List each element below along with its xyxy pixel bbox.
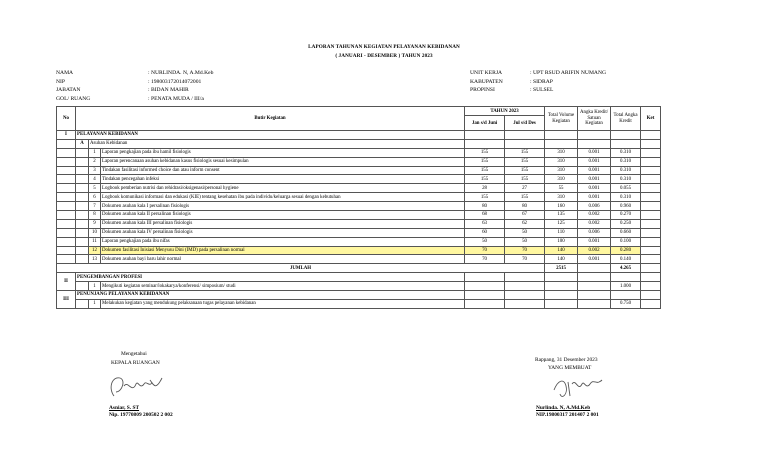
identity-left [56, 69, 213, 103]
section-num: III [57, 291, 76, 309]
row-juli-des: 155 [505, 175, 545, 184]
row-total-angka-kredit: 0.310 [611, 166, 641, 175]
row-jan-juni: 80 [465, 202, 505, 211]
header-juli-des: Jul s/d Des [505, 116, 545, 131]
table-row [57, 211, 661, 220]
row-number: 11 [89, 237, 101, 246]
row-total-angka-kredit: 0.250 [611, 219, 641, 228]
table-row [57, 175, 661, 184]
row-jan-juni: 155 [465, 148, 505, 157]
section-title: PENUNJANG PELAYANAN KEBIDANAN [76, 291, 465, 300]
header-jan-juni: Jan s/d Juni [465, 116, 505, 131]
sig-right-nip: NIP.19800317 201407 2 001 [536, 412, 599, 418]
row-juli-des: 70 [505, 255, 545, 264]
sig-left-name: Asniar, S. ST [109, 405, 140, 411]
sig-left-line1: Mengetahui [121, 351, 147, 357]
row-jan-juni: 28 [465, 184, 505, 193]
empty-cell [505, 273, 545, 282]
row-jan-juni: 70 [465, 255, 505, 264]
row-total-volume: 110 [545, 228, 578, 237]
row-total-volume: 140 [545, 246, 578, 255]
empty-cell [76, 211, 89, 220]
row-number: 4 [89, 175, 101, 184]
header-butir-kegiatan: Butir Kegiatan [76, 107, 465, 131]
row-number: 10 [89, 228, 101, 237]
row-description: Dokumen asuhan kala II persalinan fisiologis [101, 211, 465, 220]
sig-right-line1: Rappang, 31 Desember 2023 [535, 357, 598, 363]
row-number: 13 [89, 255, 101, 264]
jumlah-row [57, 264, 661, 273]
row-ket [641, 193, 661, 202]
row-angka-kredit: 0.001 [578, 184, 611, 193]
empty-cell [57, 202, 76, 211]
identity-right [470, 69, 606, 95]
identity-row [56, 86, 213, 95]
row-total-angka-kredit: 0.270 [611, 211, 641, 220]
row-description: Laporan pengkajian pada ibu nifas [101, 237, 465, 246]
header-total-volume: Total Volume Kegiatan [545, 107, 578, 131]
row-description: Tindakan pencegahan infeksi [101, 175, 465, 184]
row-total-angka-kredit: 0.310 [611, 193, 641, 202]
row-juli-des: 67 [505, 211, 545, 220]
row-total-angka-kredit: 0.310 [611, 175, 641, 184]
empty-cell [76, 299, 89, 308]
empty-cell [641, 131, 661, 140]
empty-cell [57, 193, 76, 202]
row-total-angka-kredit: 0.310 [611, 148, 641, 157]
empty-cell [641, 264, 661, 273]
section-row [57, 131, 661, 140]
empty-cell [76, 148, 89, 157]
empty-cell [57, 228, 76, 237]
empty-cell [611, 139, 641, 148]
row-description: Laporan pengkajian pada ibu hamil fisiologis [101, 148, 465, 157]
empty-cell [505, 291, 545, 300]
section-title: PELAYANAN KEBIDANAN [76, 131, 465, 140]
empty-cell [76, 175, 89, 184]
empty-cell [505, 131, 545, 140]
row-ket [641, 184, 661, 193]
empty-cell [57, 237, 76, 246]
row-total-volume: 135 [545, 211, 578, 220]
empty-cell [578, 139, 611, 148]
row-jan-juni: 63 [465, 219, 505, 228]
table-row [57, 299, 661, 308]
row-total-volume: 140 [545, 255, 578, 264]
empty-cell [76, 157, 89, 166]
row-total-volume: 310 [545, 157, 578, 166]
identity-row [56, 95, 213, 104]
empty-cell [545, 291, 578, 300]
empty-cell [545, 299, 578, 308]
empty-cell [611, 291, 641, 300]
empty-cell [545, 282, 578, 291]
row-juli-des: 155 [505, 157, 545, 166]
empty-cell [641, 139, 661, 148]
table-row [57, 282, 661, 291]
row-total-angka-kredit: 0.140 [611, 255, 641, 264]
row-ket [641, 255, 661, 264]
row-juli-des: 50 [505, 237, 545, 246]
row-jan-juni: 155 [465, 157, 505, 166]
empty-cell [465, 282, 505, 291]
row-number: 3 [89, 166, 101, 175]
empty-cell [465, 131, 505, 140]
row-jan-juni: 68 [465, 211, 505, 220]
identity-row [470, 78, 606, 87]
identity-value: : PENATA MUDA / III/a [148, 95, 204, 102]
empty-cell [57, 219, 76, 228]
row-total-volume: 55 [545, 184, 578, 193]
report-title: LAPORAN TAHUNAN KEGIATAN PELAYANAN KEBIDANAN [308, 44, 460, 50]
table-row [57, 193, 661, 202]
identity-label: NAMA [56, 70, 74, 76]
empty-cell [578, 299, 611, 308]
row-total-angka-kredit: 0.960 [611, 202, 641, 211]
sig-right-line2: YANG MEMBUAT [548, 365, 592, 371]
signature-right-scrawl [548, 372, 608, 404]
empty-cell [465, 291, 505, 300]
section-num: I [57, 131, 76, 140]
row-jan-juni: 50 [465, 237, 505, 246]
empty-cell [76, 246, 89, 255]
row-ket [641, 246, 661, 255]
row-ket [641, 228, 661, 237]
identity-value: : SIDRAP [530, 78, 553, 85]
row-description: Melakukan kegiatan yang mendukung pelaksanaan tugas pelayanan kebidanan [101, 299, 465, 308]
table-row [57, 228, 661, 237]
empty-cell [76, 202, 89, 211]
report-subtitle: ( JANUARI - DESEMBER ) TAHUN 2023 [335, 53, 433, 59]
row-angka-kredit: 0.001 [578, 148, 611, 157]
row-number: 2 [89, 157, 101, 166]
row-description: Mengikuti kegiatan seminar/lokakarya/konferensi/ simposium/ studi [101, 282, 465, 291]
row-description: Logbook komunikasi informasi dan edukasi (KIE) tentang kesehatan ibu pada individu/keluarga sesuai dengan kebutuhan [101, 193, 465, 202]
row-total-volume: 310 [545, 166, 578, 175]
empty-cell [76, 282, 89, 291]
identity-row [470, 69, 606, 78]
subsection-title: Asuhan Kebidanan [89, 139, 465, 148]
row-juli-des: 155 [505, 148, 545, 157]
row-juli-des: 50 [505, 228, 545, 237]
row-ket [641, 166, 661, 175]
empty-cell [57, 255, 76, 264]
empty-cell [76, 219, 89, 228]
row-description: Dokumen asuhan kala III persalinan fisiologis [101, 219, 465, 228]
section-num: II [57, 273, 76, 291]
row-total-angka-kredit: 0.100 [611, 237, 641, 246]
row-angka-kredit: 0.006 [578, 228, 611, 237]
empty-cell [465, 299, 505, 308]
row-angka-kredit: 0.002 [578, 219, 611, 228]
empty-cell [505, 299, 545, 308]
row-total-angka-kredit: 1.000 [611, 282, 641, 291]
identity-label: PROPINSI [470, 87, 495, 94]
empty-cell [641, 273, 661, 282]
row-total-volume: 160 [545, 202, 578, 211]
row-total-volume: 100 [545, 237, 578, 246]
row-description: Dokumen asuhan kala IV persalinan fisiologis [101, 228, 465, 237]
empty-cell [545, 139, 578, 148]
row-juli-des: 27 [505, 184, 545, 193]
table-row [57, 148, 661, 157]
table-row [57, 246, 661, 255]
identity-value: : 198003172014072001 [148, 78, 202, 85]
row-number: 7 [89, 202, 101, 211]
jumlah-label: JUMLAH [57, 264, 545, 273]
signature-left-scrawl [106, 370, 166, 402]
empty-cell [57, 211, 76, 220]
jumlah-total: 2515 [545, 264, 578, 273]
row-description: Tindakan fasilitasi informed choice dan atau inform consent [101, 166, 465, 175]
empty-cell [578, 131, 611, 140]
identity-row [56, 78, 213, 87]
header-no: No [57, 107, 76, 131]
row-number: 1 [89, 282, 101, 291]
row-total-volume: 310 [545, 193, 578, 202]
row-total-volume: 310 [545, 148, 578, 157]
row-jan-juni: 155 [465, 166, 505, 175]
identity-row [56, 69, 213, 78]
row-angka-kredit: 0.001 [578, 157, 611, 166]
identity-label: GOL/ RUANG [56, 95, 91, 102]
subsection-num: A [76, 139, 89, 148]
empty-cell [76, 193, 89, 202]
sig-left-line2: KEPALA RUANGAN [111, 360, 160, 366]
row-ket [641, 237, 661, 246]
row-ket [641, 211, 661, 220]
table-row [57, 166, 661, 175]
row-total-angka-kredit: 0.660 [611, 228, 641, 237]
section-title: PENGEMBANGAN PROFESI [76, 273, 465, 282]
row-number: 1 [89, 148, 101, 157]
row-juli-des: 155 [505, 193, 545, 202]
row-total-volume: 125 [545, 219, 578, 228]
row-angka-kredit: 0.001 [578, 193, 611, 202]
empty-cell [505, 139, 545, 148]
row-total-angka-kredit: 0.310 [611, 157, 641, 166]
empty-cell [57, 166, 76, 175]
row-juli-des: 155 [505, 166, 545, 175]
identity-label: NIP [56, 78, 66, 85]
identity-value: : UPT RSUD ARIFIN NUMANG [530, 70, 607, 76]
table-row [57, 202, 661, 211]
row-ket [641, 202, 661, 211]
empty-cell [57, 148, 76, 157]
row-number: 6 [89, 193, 101, 202]
row-ket [641, 219, 661, 228]
header-ket: Ket [641, 107, 661, 131]
row-total-volume: 310 [545, 175, 578, 184]
empty-cell [57, 246, 76, 255]
table-row [57, 184, 661, 193]
empty-cell [611, 273, 641, 282]
empty-cell [76, 184, 89, 193]
table-row [57, 157, 661, 166]
row-total-angka-kredit: 0.750 [611, 299, 641, 308]
row-angka-kredit: 0.006 [578, 202, 611, 211]
row-ket [641, 148, 661, 157]
empty-cell [57, 184, 76, 193]
row-number: 1 [89, 299, 101, 308]
empty-cell [545, 131, 578, 140]
row-angka-kredit: 0.001 [578, 255, 611, 264]
activity-table [56, 106, 661, 309]
identity-label: JABATAN [56, 87, 81, 94]
empty-cell [76, 228, 89, 237]
empty-cell [76, 237, 89, 246]
row-jan-juni: 70 [465, 246, 505, 255]
row-total-angka-kredit: 0.055 [611, 184, 641, 193]
sig-left-nip: Nip. 19770809 200502 2 002 [109, 412, 173, 418]
row-description: Dokumen asuhan bayi baru lahir normal [101, 255, 465, 264]
header-angka-kredit: Angka Kredit/ Satuan Kegiatan [578, 107, 611, 131]
empty-cell [578, 273, 611, 282]
row-description: Laporan perencanaan asuhan kebidanan kasus fisiologis sesuai kesimpulan [101, 157, 465, 166]
row-jan-juni: 155 [465, 193, 505, 202]
empty-cell [57, 157, 76, 166]
row-total-angka-kredit: 0.280 [611, 246, 641, 255]
row-number: 8 [89, 211, 101, 220]
empty-cell [505, 282, 545, 291]
identity-label: KABUPATEN [470, 78, 503, 85]
identity-value: : SULSEL [530, 87, 554, 94]
table-row [57, 237, 661, 246]
row-description: Dokumen fasilitasi Inisiasi Menyusu Dini (IMD) pada persalinan normal [101, 246, 465, 255]
row-angka-kredit: 0.002 [578, 246, 611, 255]
row-number: 12 [89, 246, 101, 255]
header-tahun: TAHUN 2023 [465, 107, 545, 116]
row-number: 5 [89, 184, 101, 193]
empty-cell [57, 139, 76, 148]
row-ket [641, 157, 661, 166]
empty-cell [76, 166, 89, 175]
empty-cell [465, 273, 505, 282]
section-row [57, 273, 661, 282]
identity-row [470, 86, 606, 95]
empty-cell [578, 264, 611, 273]
identity-value: : NURLINDA. N, A.Md.Keb [148, 70, 214, 76]
row-angka-kredit: 0.001 [578, 166, 611, 175]
row-ket [641, 175, 661, 184]
row-juli-des: 80 [505, 202, 545, 211]
row-jan-juni: 155 [465, 175, 505, 184]
row-ket [641, 282, 661, 291]
subsection-row [57, 139, 661, 148]
row-number: 9 [89, 219, 101, 228]
table-row [57, 219, 661, 228]
empty-cell [611, 131, 641, 140]
row-jan-juni: 60 [465, 228, 505, 237]
sig-right-name: Nurlinda. N, A.Md.Keb [536, 405, 591, 411]
empty-cell [545, 273, 578, 282]
row-angka-kredit: 0.002 [578, 211, 611, 220]
row-description: Dokumen asuhan kala I persalinan fisiologis [101, 202, 465, 211]
row-juli-des: 70 [505, 246, 545, 255]
empty-cell [76, 255, 89, 264]
section-row [57, 291, 661, 300]
empty-cell [578, 282, 611, 291]
identity-value: : BIDAN MAHIR [148, 87, 189, 94]
empty-cell [57, 175, 76, 184]
identity-label: UNIT KERJA [470, 70, 503, 76]
row-ket [641, 299, 661, 308]
table-row [57, 255, 661, 264]
empty-cell [578, 291, 611, 300]
empty-cell [465, 139, 505, 148]
empty-cell [641, 291, 661, 300]
row-angka-kredit: 0.001 [578, 175, 611, 184]
row-juli-des: 62 [505, 219, 545, 228]
jumlah-total-angka: 4.265 [611, 264, 641, 273]
row-angka-kredit: 0.001 [578, 237, 611, 246]
row-description: Logbook pemberian nutrisi dan rehidrasi/oksigenasi/personal hygiene [101, 184, 465, 193]
header-total-angka-kredit: Total Angka Kredit [611, 107, 641, 131]
